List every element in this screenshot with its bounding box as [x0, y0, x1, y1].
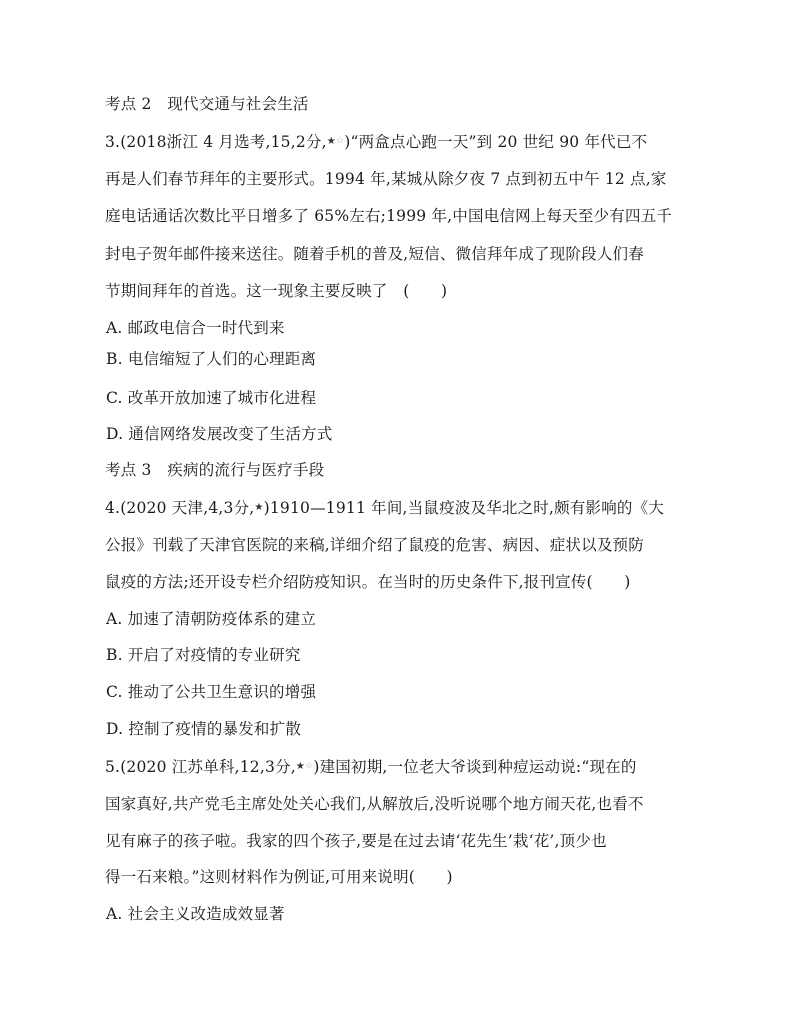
question-4-option-b: B. 开启了对疫情的专业研究: [106, 646, 301, 664]
question-4-text-1: )1910—1911 年间,当鼠疫波及华北之时,颇有影响的《大: [263, 499, 665, 517]
question-5-line-2: 国家真好,共产党毛主席处处关心我们,从解放后,没听说哪个地方闹天花,也看不: [105, 795, 644, 813]
question-3-line-5: 节期间拜年的首选。这一现象主要反映了 ( ): [105, 282, 448, 300]
question-5-source: 5.(2020 江苏单科,12,3分,: [105, 758, 296, 776]
question-5-option-a: A. 社会主义改造成效显著: [106, 905, 285, 923]
question-4-option-a: A. 加速了清朝防疫体系的建立: [106, 610, 317, 628]
question-4-line-3: 鼠疫的方法;还开设专栏介绍防疫知识。在当时的历史条件下,报刊宣传( ): [105, 573, 631, 591]
question-3-text-1: )“两盒点心跑一天”到 20 世纪 90 年代已不: [344, 133, 648, 151]
question-3-line-2: 再是人们春节拜年的主要形式。1994 年,某城从除夕夜 7 点到初五中午 12 点,家: [105, 170, 667, 188]
question-4-option-d: D. 控制了疫情的暴发和扩散: [106, 720, 302, 738]
difficulty-star-icon: ★: [295, 761, 306, 772]
question-3-option-d: D. 通信网络发展改变了生活方式: [106, 425, 333, 443]
difficulty-star-faded-icon: ☆: [335, 136, 345, 146]
question-4-line-1: [105, 498, 664, 521]
question-4-option-c: C. 推动了公共卫生意识的增强: [106, 683, 317, 701]
question-5-text-1: )建国初期,一位老大爷谈到种痘运动说:“现在的: [313, 758, 637, 776]
difficulty-star-icon: ★: [326, 136, 336, 147]
section-heading-3: 考点 3 疾病的流行与医疗手段: [105, 461, 325, 479]
question-5-line-4: 得一石来粮。”这则材料作为例证,可用来说明( ): [105, 868, 453, 886]
question-3-line-4: 封电子贺年邮件接来送往。随着手机的普及,短信、微信拜年成了现阶段人们春: [105, 245, 644, 263]
question-3-line-3: 庭电话通话次数比平日增多了 65%左右;1999 年,中国电信网上每天至少有四五千: [105, 207, 673, 225]
question-4-source: 4.(2020 天津,4,3分,: [105, 499, 255, 517]
question-5-line-3: 见有麻子的孩子啦。我家的四个孩子,要是在过去请‘花先生’栽‘花’,顶少也: [105, 832, 607, 850]
question-5-line-1: [105, 757, 637, 780]
question-3-option-a: A. 邮政电信合一时代到来: [106, 319, 285, 337]
question-3-option-b: B. 电信缩短了人们的心理距离: [106, 350, 317, 368]
question-3-option-c: C. 改革开放加速了城市化进程: [106, 389, 317, 407]
question-4-line-2: 公报》刊载了天津官医院的来稿,详细介绍了鼠疫的危害、病因、症状以及预防: [105, 536, 644, 554]
section-heading-2: 考点 2 现代交通与社会生活: [105, 95, 309, 113]
difficulty-star-icon: ★: [254, 502, 264, 513]
difficulty-star-faded-icon: ☆: [305, 761, 314, 771]
question-3-source: 3.(2018浙江 4 月选考,15,2分,: [105, 133, 327, 151]
question-3-line-1: [105, 132, 647, 155]
